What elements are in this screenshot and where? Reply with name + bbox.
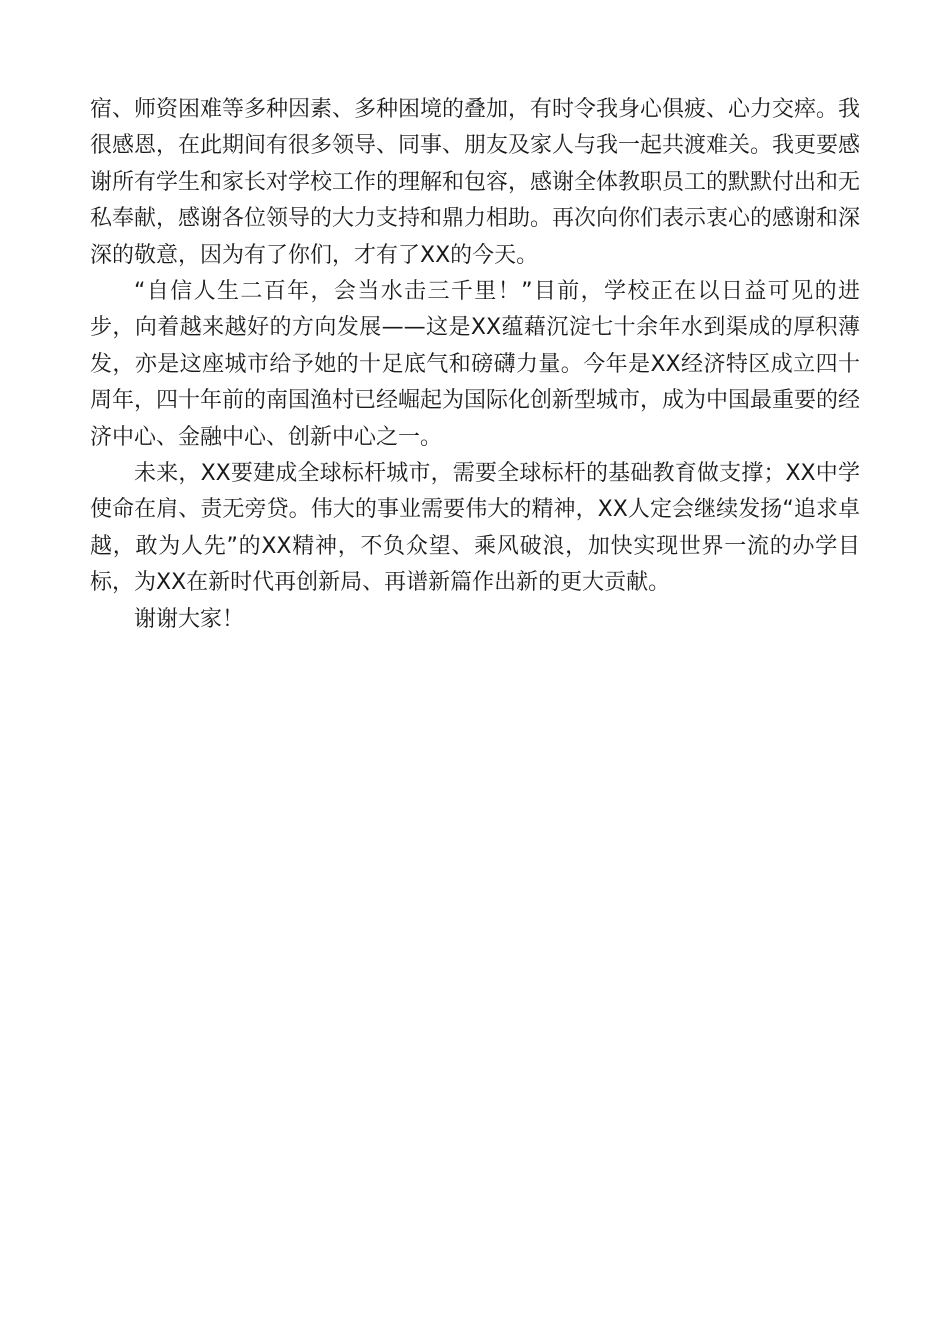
paragraph-thanks: 谢谢大家！ [134, 606, 245, 632]
paragraph-future: 未来，XX要建成全球标杆城市，需要全球标杆的基础教育做支撑；XX中学使命在肩、责无旁贷。伟大的事业需要伟大的精神，XX人定会继续发扬“追求卓越，敢为人先”的XX精神，不负众望、乘风破浪，加快实现世界一流的办学目标，为XX在新时代再创新局、再谱新篇作出新的更大贡献。 [90, 461, 860, 596]
document-body [90, 92, 860, 638]
paragraph-quote: “自信人生二百年，会当水击三千里！”目前，学校正在以日益可见的进步，向着越来越好的方向发展——这是XX蕴藉沉淀七十余年水到渠成的厚积薄发，亦是这座城市给予她的十足底气和磅礴力量。今年是XX经济特区成立四十周年，四十年前的南国渔村已经崛起为国际化创新型城市，成为中国最重要的经济中心、金融中心、创新中心之一。 [90, 279, 861, 450]
paragraph-continued: 宿、师资困难等多种因素、多种困境的叠加，有时令我身心俱疲、心力交瘁。我很感恩，在此期间有很多领导、同事、朋友及家人与我一起共渡难关。我更要感谢所有学生和家长对学校工作的理解和包容，感谢全体教职员工的默默付出和无私奉献，感谢各位领导的大力支持和鼎力相助。再次向你们表示衷心的感谢和深深的敬意，因为有了你们，才有了XX的今天。 [90, 97, 861, 268]
